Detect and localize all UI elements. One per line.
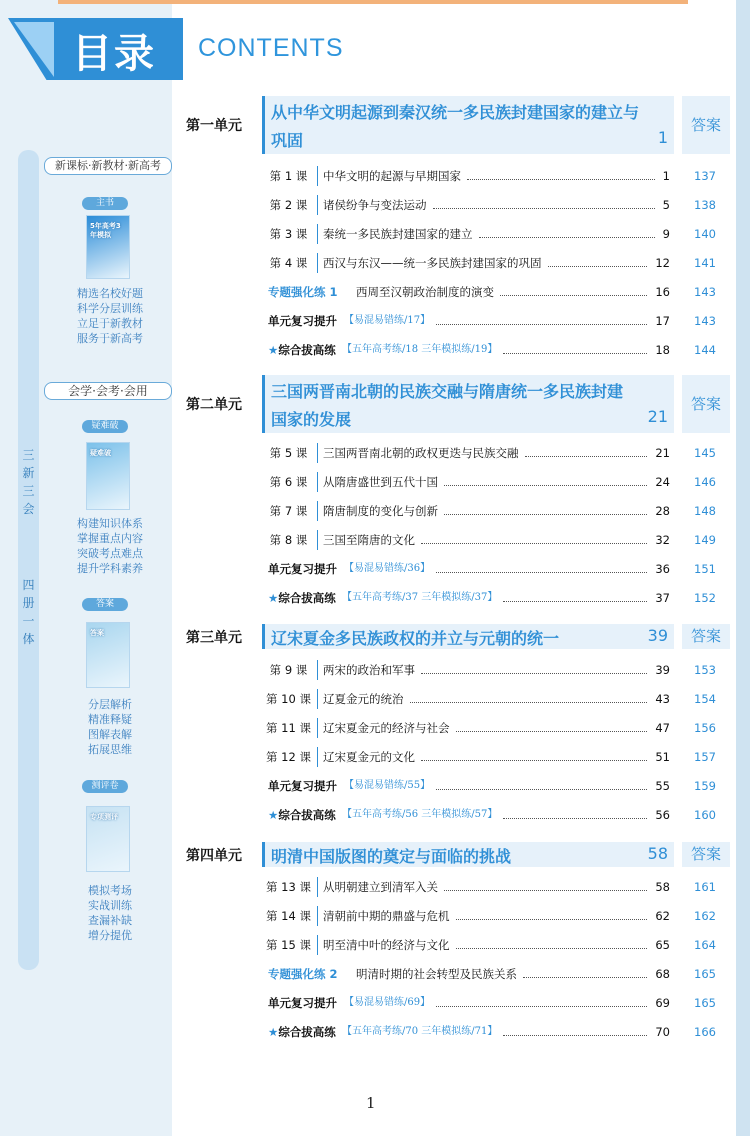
unit-review-label: 单元复习提升: [268, 562, 337, 576]
lesson-separator: [317, 660, 318, 680]
practice-note: 【五年高考练/18 三年模拟练/19】: [342, 344, 498, 355]
lesson-title: 明至清中叶的经济与文化: [323, 938, 450, 952]
unit-start-page: 58: [647, 844, 668, 863]
comprehensive-practice-label: ★综合拔高练: [268, 343, 336, 357]
sidebar-book-cover-title: 5年高考3年模拟: [90, 222, 121, 239]
lesson-title: 诸侯纷争与变法运动: [323, 198, 427, 212]
toc-entry[interactable]: [262, 718, 732, 738]
lesson-title: 辽宋夏金元的文化: [323, 750, 415, 764]
lesson-separator: [317, 747, 318, 767]
toc-entry[interactable]: [262, 472, 732, 492]
lesson-title: 秦统一多民族封建国家的建立: [323, 227, 473, 241]
lesson-separator: [317, 253, 318, 273]
lesson-title: 辽宋夏金元的经济与社会: [323, 721, 450, 735]
toc-entry[interactable]: [262, 588, 732, 608]
entry-page: 16: [655, 285, 670, 299]
entry-page: 24: [655, 475, 670, 489]
sidebar-book-cover-title: 专项测评: [90, 813, 118, 821]
star-icon: ★: [268, 1025, 279, 1039]
sidebar-vertical-bar: [18, 150, 39, 970]
toc-entry[interactable]: [262, 443, 732, 463]
lesson-number: 第 8 课: [269, 533, 308, 547]
entry-answer-page[interactable]: 152: [694, 591, 716, 605]
dot-leader: [456, 948, 647, 949]
practice-note: 【易混易错练/36】: [344, 563, 431, 574]
dot-leader: [444, 890, 647, 891]
entry-page: 17: [655, 314, 670, 328]
sidebar-book-cover: [86, 442, 130, 510]
entry-answer-page[interactable]: 160: [694, 808, 716, 822]
special-practice-label: 专题强化练 2: [268, 967, 338, 981]
unit-label: 第三单元: [186, 629, 242, 646]
sidebar-book-tag: 答案: [82, 598, 128, 611]
toc-entry[interactable]: [262, 993, 732, 1013]
entry-answer-page[interactable]: 156: [694, 721, 716, 735]
lesson-number: 第 1 课: [269, 169, 308, 183]
unit-title-line: 明清中国版图的奠定与面临的挑战: [271, 847, 512, 866]
unit-title-line: 从中华文明起源到秦汉统一多民族封建国家的建立与: [271, 103, 640, 122]
dot-leader: [433, 208, 655, 209]
entry-answer-page[interactable]: 140: [694, 227, 716, 241]
dot-leader: [436, 572, 647, 573]
sidebar-label-1: 新课标·新教材·新高考: [44, 157, 172, 175]
lesson-title: 三国两晋南北朝的政权更迭与民族交融: [323, 446, 519, 460]
toc-entry[interactable]: [262, 530, 732, 550]
lesson-number: 第 10 课: [266, 692, 311, 706]
toc-entry[interactable]: [262, 340, 732, 360]
dot-leader: [436, 324, 647, 325]
entry-page: 1: [662, 169, 670, 183]
unit-review-label: 单元复习提升: [268, 779, 337, 793]
lesson-number: 第 5 课: [269, 446, 308, 460]
comprehensive-practice-label: ★综合拔高练: [268, 591, 336, 605]
star-icon: ★: [268, 808, 279, 822]
entry-page: 37: [655, 591, 670, 605]
toc-entry[interactable]: [262, 660, 732, 680]
entry-answer-page[interactable]: 157: [694, 750, 716, 764]
lesson-title: 两宋的政治和军事: [323, 663, 415, 677]
entry-page: 36: [655, 562, 670, 576]
sidebar-book-description: [62, 883, 158, 943]
entry-answer-page[interactable]: 164: [694, 938, 716, 952]
unit-start-page: 21: [647, 407, 668, 426]
lesson-title: 西汉与东汉——统一多民族封建国家的巩固: [323, 256, 542, 270]
toc-entry[interactable]: [262, 282, 732, 302]
unit-title-bar[interactable]: [262, 842, 674, 867]
sidebar-book-description-line: 突破考点难点: [77, 547, 143, 560]
dot-leader: [456, 919, 647, 920]
entry-page: 43: [655, 692, 670, 706]
lesson-title: 隋唐制度的变化与创新: [323, 504, 438, 518]
sidebar-book-description: [62, 516, 158, 576]
toc-entry[interactable]: [262, 224, 732, 244]
dot-leader: [456, 731, 647, 732]
sidebar-book-tag: 主书: [82, 197, 128, 210]
lesson-number: 第 15 课: [266, 938, 311, 952]
unit-title-bar[interactable]: [262, 375, 674, 433]
sidebar-book-cover: [86, 622, 130, 688]
toc-entry[interactable]: [262, 805, 732, 825]
unit-answer-label: 答案: [682, 375, 730, 433]
unit-title-line: 辽宋夏金多民族政权的并立与元朝的统一: [271, 629, 560, 648]
sidebar-book-description-line: 图解表解: [88, 728, 132, 741]
dot-leader: [503, 1035, 647, 1036]
unit-title-line: 巩固: [271, 131, 304, 150]
practice-note: 【五年高考练/37 三年模拟练/37】: [342, 592, 498, 603]
unit-title-bar[interactable]: [262, 96, 674, 154]
lesson-separator: [317, 689, 318, 709]
lesson-separator: [317, 166, 318, 186]
sidebar-book-description-line: 查漏补缺: [88, 914, 132, 927]
unit-start-page: 39: [647, 626, 668, 645]
entry-page: 18: [655, 343, 670, 357]
practice-note: 【五年高考练/70 三年模拟练/71】: [342, 1026, 498, 1037]
toc-entry[interactable]: [262, 689, 732, 709]
lesson-separator: [317, 877, 318, 897]
toc-entry[interactable]: [262, 877, 732, 897]
entry-page: 12: [655, 256, 670, 270]
dot-leader: [525, 456, 647, 457]
entry-answer-page[interactable]: 165: [694, 967, 716, 981]
sidebar-book-description: [62, 697, 158, 757]
entry-page: 70: [655, 1025, 670, 1039]
toc-entry[interactable]: [262, 501, 732, 521]
entry-page: 56: [655, 808, 670, 822]
lesson-separator: [317, 935, 318, 955]
lesson-number: 第 3 课: [269, 227, 308, 241]
practice-note: 【易混易错练/69】: [344, 997, 431, 1008]
sidebar-book-cover-title: 答案: [90, 629, 104, 637]
entry-page: 32: [655, 533, 670, 547]
star-icon: ★: [268, 591, 279, 605]
lesson-separator: [317, 501, 318, 521]
entry-page: 69: [655, 996, 670, 1010]
entry-page: 68: [655, 967, 670, 981]
entry-answer-page[interactable]: 138: [694, 198, 716, 212]
lesson-number: 第 11 课: [266, 721, 311, 735]
sidebar-book-description-line: 精准释疑: [88, 713, 132, 726]
practice-note: 【五年高考练/56 三年模拟练/57】: [342, 809, 498, 820]
entry-answer-page[interactable]: 165: [694, 996, 716, 1010]
sidebar-label-2: 会学·会考·会用: [44, 382, 172, 400]
right-edge: [736, 0, 750, 1136]
dot-leader: [503, 818, 647, 819]
dot-leader: [467, 179, 655, 180]
lesson-number: 第 7 课: [269, 504, 308, 518]
unit-answer-label: 答案: [682, 842, 730, 867]
entry-answer-page[interactable]: 137: [694, 169, 716, 183]
unit-answer-label: 答案: [682, 96, 730, 154]
dot-leader: [421, 673, 647, 674]
toc-entry[interactable]: [262, 253, 732, 273]
toc-entry[interactable]: [262, 747, 732, 767]
entry-answer-page[interactable]: 141: [694, 256, 716, 270]
entry-answer-page[interactable]: 159: [694, 779, 716, 793]
practice-note: 【易混易错练/17】: [344, 315, 431, 326]
unit-label: 第二单元: [186, 397, 242, 413]
toc-entry[interactable]: [262, 935, 732, 955]
dot-leader: [436, 789, 647, 790]
entry-page: 51: [655, 750, 670, 764]
special-practice-label: 专题强化练 1: [268, 285, 338, 299]
dot-leader: [500, 295, 647, 296]
lesson-title: 从明朝建立到清军入关: [323, 880, 438, 894]
dot-leader: [410, 702, 647, 703]
lesson-number: 第 4 课: [269, 256, 308, 270]
lesson-title: 三国至隋唐的文化: [323, 533, 415, 547]
sidebar-book-description-line: 精选名校好题: [77, 287, 143, 300]
unit-review-label: 单元复习提升: [268, 996, 337, 1010]
dot-leader: [548, 266, 647, 267]
entry-page: 28: [655, 504, 670, 518]
unit-label: 第一单元: [186, 118, 242, 134]
entry-answer-page[interactable]: 145: [694, 446, 716, 460]
unit-label: 第四单元: [186, 847, 242, 864]
top-strip: [58, 0, 688, 4]
lesson-separator: [317, 224, 318, 244]
sidebar-book-description-line: 立足于新教材: [77, 317, 143, 330]
unit-title-bar[interactable]: [262, 624, 674, 649]
entry-page: 5: [662, 198, 670, 212]
sidebar-book-cover-title: 疑难破: [90, 449, 111, 457]
special-practice-title: 明清时期的社会转型及民族关系: [356, 967, 517, 981]
entry-page: 55: [655, 779, 670, 793]
dot-leader: [479, 237, 655, 238]
dot-leader: [503, 601, 647, 602]
unit-start-page: 1: [657, 128, 668, 147]
entry-page: 58: [655, 880, 670, 894]
sidebar-book-description-line: 实战训练: [88, 899, 132, 912]
toc-entry[interactable]: [262, 906, 732, 926]
dot-leader: [421, 543, 647, 544]
toc-entry[interactable]: [262, 195, 732, 215]
toc-entry[interactable]: [262, 559, 732, 579]
dot-leader: [444, 514, 647, 515]
sidebar-book-description-line: 拓展思维: [88, 743, 132, 756]
lesson-number: 第 2 课: [269, 198, 308, 212]
toc-entry[interactable]: [262, 1022, 732, 1042]
sidebar-book-description-line: 构建知识体系: [77, 517, 143, 530]
lesson-number: 第 12 课: [266, 750, 311, 764]
page-number: 1: [366, 1094, 376, 1112]
sidebar-book-description-line: 增分提优: [88, 929, 132, 942]
entry-page: 65: [655, 938, 670, 952]
entry-answer-page[interactable]: 146: [694, 475, 716, 489]
lesson-separator: [317, 718, 318, 738]
lesson-separator: [317, 530, 318, 550]
unit-review-label: 单元复习提升: [268, 314, 337, 328]
entry-answer-page[interactable]: 143: [694, 314, 716, 328]
comprehensive-practice-label: ★综合拔高练: [268, 1025, 336, 1039]
lesson-separator: [317, 443, 318, 463]
lesson-title: 辽夏金元的统治: [323, 692, 404, 706]
entry-page: 62: [655, 909, 670, 923]
lesson-title: 中华文明的起源与早期国家: [323, 169, 461, 183]
entry-answer-page[interactable]: 161: [694, 880, 716, 894]
page-subtitle: CONTENTS: [198, 34, 344, 62]
entry-answer-page[interactable]: 144: [694, 343, 716, 357]
dot-leader: [503, 353, 647, 354]
dot-leader: [523, 977, 647, 978]
lesson-separator: [317, 472, 318, 492]
sidebar-book-description: [62, 286, 158, 346]
entry-answer-page[interactable]: 162: [694, 909, 716, 923]
sidebar-vertical-text-top: 三 新 三 会: [22, 448, 35, 516]
dot-leader: [436, 1006, 647, 1007]
sidebar-book-description-line: 服务于新高考: [77, 332, 143, 345]
toc-entry[interactable]: [262, 166, 732, 186]
toc-entry[interactable]: [262, 776, 732, 796]
unit-title-line: 三国两晋南北朝的民族交融与隋唐统一多民族封建: [271, 382, 624, 401]
sidebar-vertical-text-bottom: 四 册 一 体: [22, 578, 35, 646]
entry-answer-page[interactable]: 166: [694, 1025, 716, 1039]
lesson-title: 从隋唐盛世到五代十国: [323, 475, 438, 489]
lesson-number: 第 6 课: [269, 475, 308, 489]
entry-page: 47: [655, 721, 670, 735]
sidebar-book-description-line: 分层解析: [88, 698, 132, 711]
page-title: 目录: [72, 31, 156, 77]
entry-answer-page[interactable]: 143: [694, 285, 716, 299]
sidebar-book-description-line: 提升学科素养: [77, 562, 143, 575]
lesson-title: 清朝前中期的鼎盛与危机: [323, 909, 450, 923]
comprehensive-practice-label: ★综合拔高练: [268, 808, 336, 822]
sidebar-book-tag: 测评卷: [82, 780, 128, 793]
sidebar-book-description-line: 科学分层训练: [77, 302, 143, 315]
special-practice-title: 西周至汉朝政治制度的演变: [356, 285, 494, 299]
entry-answer-page[interactable]: 153: [694, 663, 716, 677]
lesson-number: 第 9 课: [269, 663, 308, 677]
dot-leader: [444, 485, 647, 486]
dot-leader: [421, 760, 647, 761]
toc-entry[interactable]: [262, 964, 732, 984]
sidebar-book-cover: [86, 806, 130, 872]
entry-answer-page[interactable]: 148: [694, 504, 716, 518]
entry-answer-page[interactable]: 149: [694, 533, 716, 547]
sidebar-book-cover: [86, 215, 130, 279]
sidebar-book-tag: 疑难破: [82, 420, 128, 433]
lesson-number: 第 13 课: [266, 880, 311, 894]
lesson-separator: [317, 195, 318, 215]
entry-page: 9: [662, 227, 670, 241]
sidebar-book-description-line: 模拟考场: [88, 884, 132, 897]
practice-note: 【易混易错练/55】: [344, 780, 431, 791]
lesson-number: 第 14 课: [266, 909, 311, 923]
unit-title-line: 国家的发展: [271, 410, 352, 429]
toc-entry[interactable]: [262, 311, 732, 331]
entry-answer-page[interactable]: 151: [694, 562, 716, 576]
sidebar-book-description-line: 掌握重点内容: [77, 532, 143, 545]
entry-page: 39: [655, 663, 670, 677]
star-icon: ★: [268, 343, 279, 357]
entry-answer-page[interactable]: 154: [694, 692, 716, 706]
entry-page: 21: [655, 446, 670, 460]
lesson-separator: [317, 906, 318, 926]
unit-answer-label: 答案: [682, 624, 730, 649]
